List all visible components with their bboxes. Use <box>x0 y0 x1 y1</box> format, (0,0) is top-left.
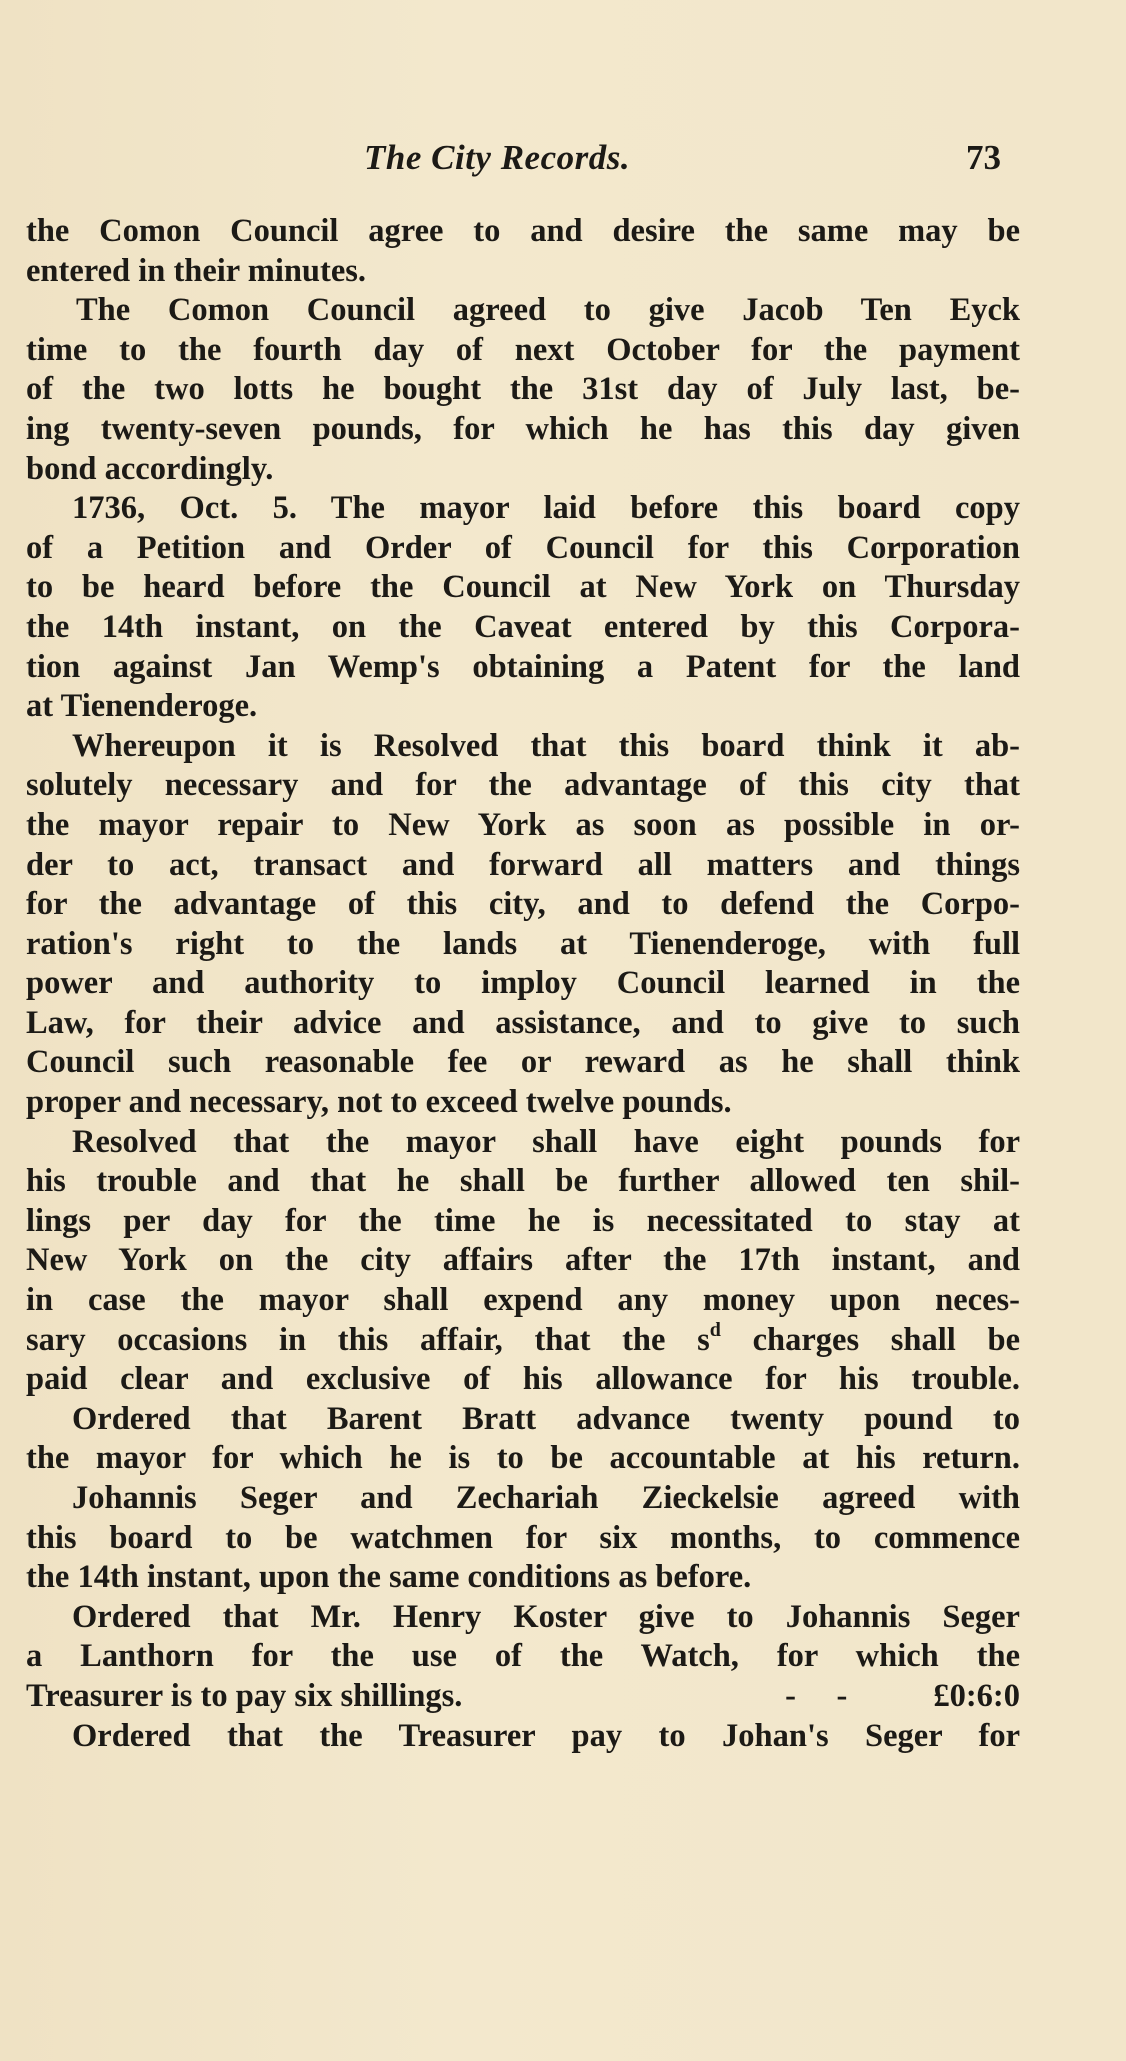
text-line-superscript <box>26 1318 1021 1361</box>
text-line: at Tienenderoge. <box>26 688 258 725</box>
text-line: the 14th instant, on the Caveat entered by this Corpora- <box>26 608 1020 645</box>
text-line: der to act, transact and forward all matters and things <box>26 846 1020 883</box>
text-line: Resolved that the mayor shall have eight pounds for <box>72 1123 1020 1160</box>
text-line: Whereupon it is Resolved that this board think it ab- <box>72 727 1020 764</box>
amount-line <box>26 1677 1020 1717</box>
text-line: Johannis Seger and Zechariah Zieckelsie agreed with <box>72 1480 1020 1516</box>
line-text-after: charges shall be <box>720 1321 1021 1358</box>
page-number: 73 <box>966 138 1001 177</box>
text-line: power and authority to imploy Council learned in the <box>26 965 1020 1002</box>
text-line: of the two lotts he bought the 31st day of July last, be- <box>26 371 1020 408</box>
text-line: entered in their minutes. <box>26 252 367 289</box>
text-line: Ordered that the Treasurer pay to Johan's Seger for <box>72 1717 1020 1754</box>
text-line: the mayor repair to New York as soon as possible in or- <box>26 806 1020 843</box>
text-line: this board to be watchmen for six months, to commence <box>26 1519 1020 1556</box>
text-line: proper and necessary, not to exceed twelve pounds. <box>26 1084 732 1121</box>
text-line: bond accordingly. <box>26 450 274 487</box>
text-line: a Lanthorn for the use of the Watch, for which the <box>26 1638 1020 1675</box>
text-line: time to the fourth day of next October for the payment <box>26 331 1020 368</box>
text-line: to be heard before the Council at New York on Thursday <box>26 569 1020 606</box>
amount-dashes: - - <box>785 1677 848 1714</box>
text-line: ing twenty-seven pounds, for which he has this day given <box>26 410 1020 447</box>
text-line: Council such reasonable fee or reward as he shall think <box>26 1044 1020 1081</box>
body-text <box>26 212 1020 1756</box>
page-header <box>0 138 1126 182</box>
text-line: the 14th instant, upon the same conditions as before. <box>26 1559 752 1596</box>
running-title: The City Records. <box>364 138 631 177</box>
text-line: The Comon Council agreed to give Jacob Ten Eyck <box>76 292 1020 329</box>
amount-line-text: Treasurer is to pay six shillings. <box>26 1677 463 1714</box>
text-line: solutely necessary and for the advantage of this city that <box>26 767 1020 804</box>
text-line: his trouble and that he shall be further allowed ten shil- <box>26 1163 1020 1200</box>
text-line: Law, for their advice and assistance, and to give to such <box>26 1004 1020 1041</box>
text-line: 1736, Oct. 5. The mayor laid before this board copy <box>72 490 1020 527</box>
text-line: Ordered that Barent Bratt advance twenty pound to <box>72 1400 1020 1437</box>
text-line: lings per day for the time he is necessitated to stay at <box>26 1202 1020 1239</box>
text-line: the mayor for which he is to be accountable at his return. <box>26 1440 1020 1477</box>
line-text-before: sary occasions in this affair, that the s <box>26 1321 710 1358</box>
superscript-d: d <box>709 1318 721 1341</box>
text-line: paid clear and exclusive of his allowance for his trouble. <box>26 1361 1020 1398</box>
text-line: the Comon Council agree to and desire the same may be <box>26 213 1020 249</box>
text-line: tion against Jan Wemp's obtaining a Patent for the land <box>26 648 1020 685</box>
text-line: Ordered that Mr. Henry Koster give to Johannis Seger <box>72 1598 1020 1635</box>
text-line: New York on the city affairs after the 17th instant, and <box>26 1242 1020 1279</box>
amount-value: £0:6:0 <box>933 1677 1020 1714</box>
text-line: in case the mayor shall expend any money upon neces- <box>26 1282 1020 1319</box>
text-line: of a Petition and Order of Council for this Corporation <box>26 529 1020 566</box>
text-line: ration's right to the lands at Tienenderoge, with full <box>26 925 1020 962</box>
text-line: for the advantage of this city, and to defend the Corpo- <box>26 886 1020 923</box>
